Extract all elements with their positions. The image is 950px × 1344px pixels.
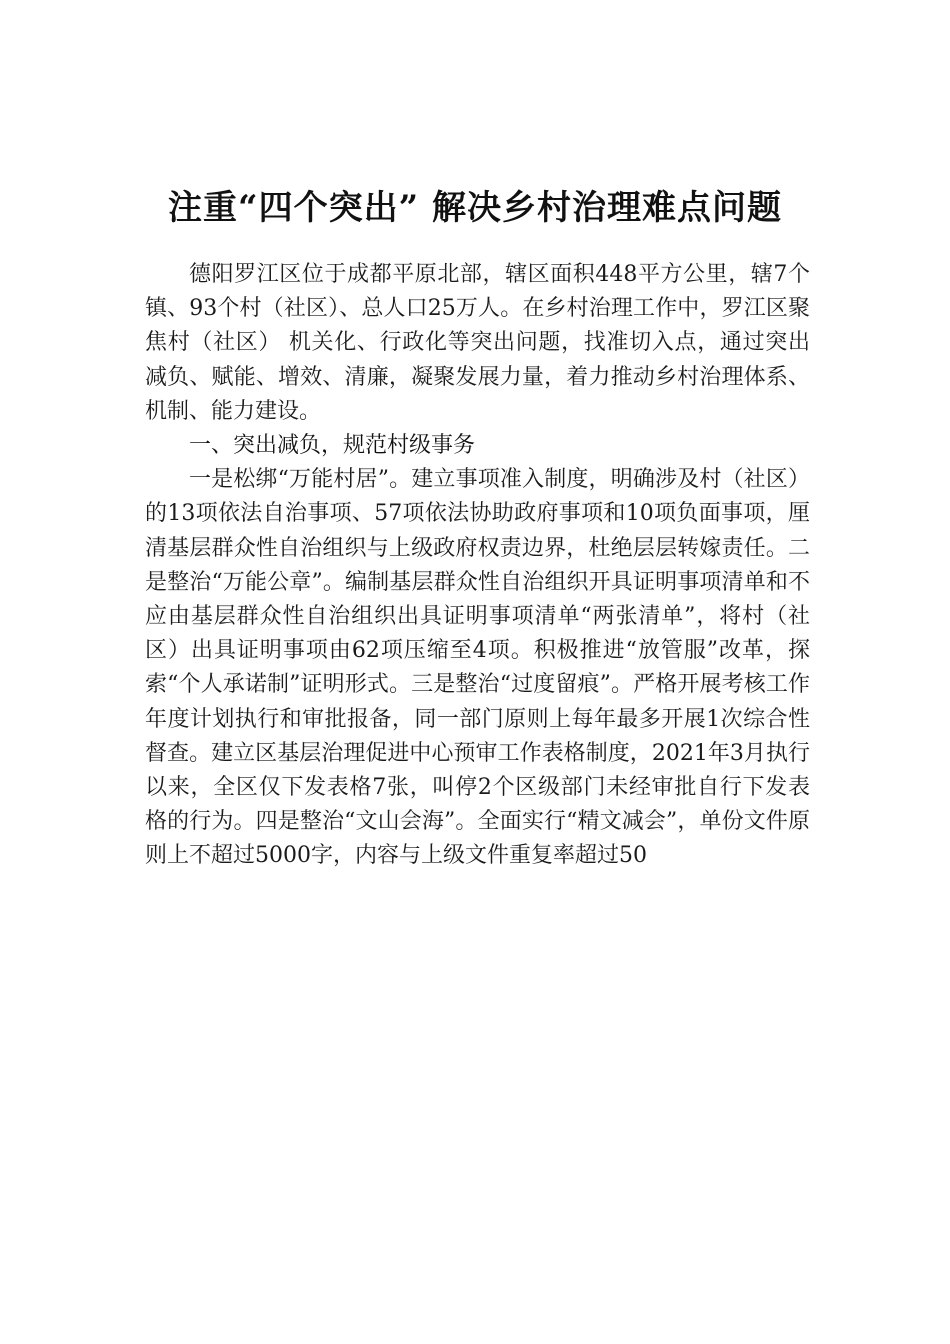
document-title: 注重“四个突出” 解决乡村治理难点问题 [168, 187, 782, 228]
section-paragraph: 一是松绑“万能村居”。建立事项准入制度，明确涉及村（社区）的13项依法自治事项、57项依法协助政府事项和10项负面事项，厘清基层群众性自治组织与上级政府权责边界，杜绝层层转嫁责任。二是整治“万能公章”。编制基层群众性自治组织开具证明事项清单和不应由基层群众性自治组织出具证明事项清单“两张清单”，将村（社区）出具证明事项由62项压缩至4项。积极推进“放管服”改革，探索“个人承诺制”证明形式。三是整治“过度留痕”。严格开展考核工作年度计划执行和审批报备，同一部门原则上每年最多开展1次综合性督查。建立区基层治理促进中心预审工作表格制度，2021年3月执行以来，全区仅下发表格7张，叫停2个区级部门未经审批自行下发表格的行为。四是整治“文山会海”。全面实行“精文减会”，单份文件原则上不超过5000字，内容与上级文件重复率超过50 [145, 467, 810, 869]
document-body [145, 258, 810, 874]
section-heading: 一、突出减负，规范村级事务 [189, 433, 476, 459]
intro-paragraph: 德阳罗江区位于成都平原北部，辖区面积448平方公里，辖7个镇、93个村（社区）、总人口25万人。在乡村治理工作中，罗江区聚焦村（社区） 机关化、行政化等突出问题，找准切入点，通过突出减负、赋能、增效、清廉，凝聚发展力量，着力推动乡村治理体系、机制、能力建设。 [145, 262, 810, 424]
